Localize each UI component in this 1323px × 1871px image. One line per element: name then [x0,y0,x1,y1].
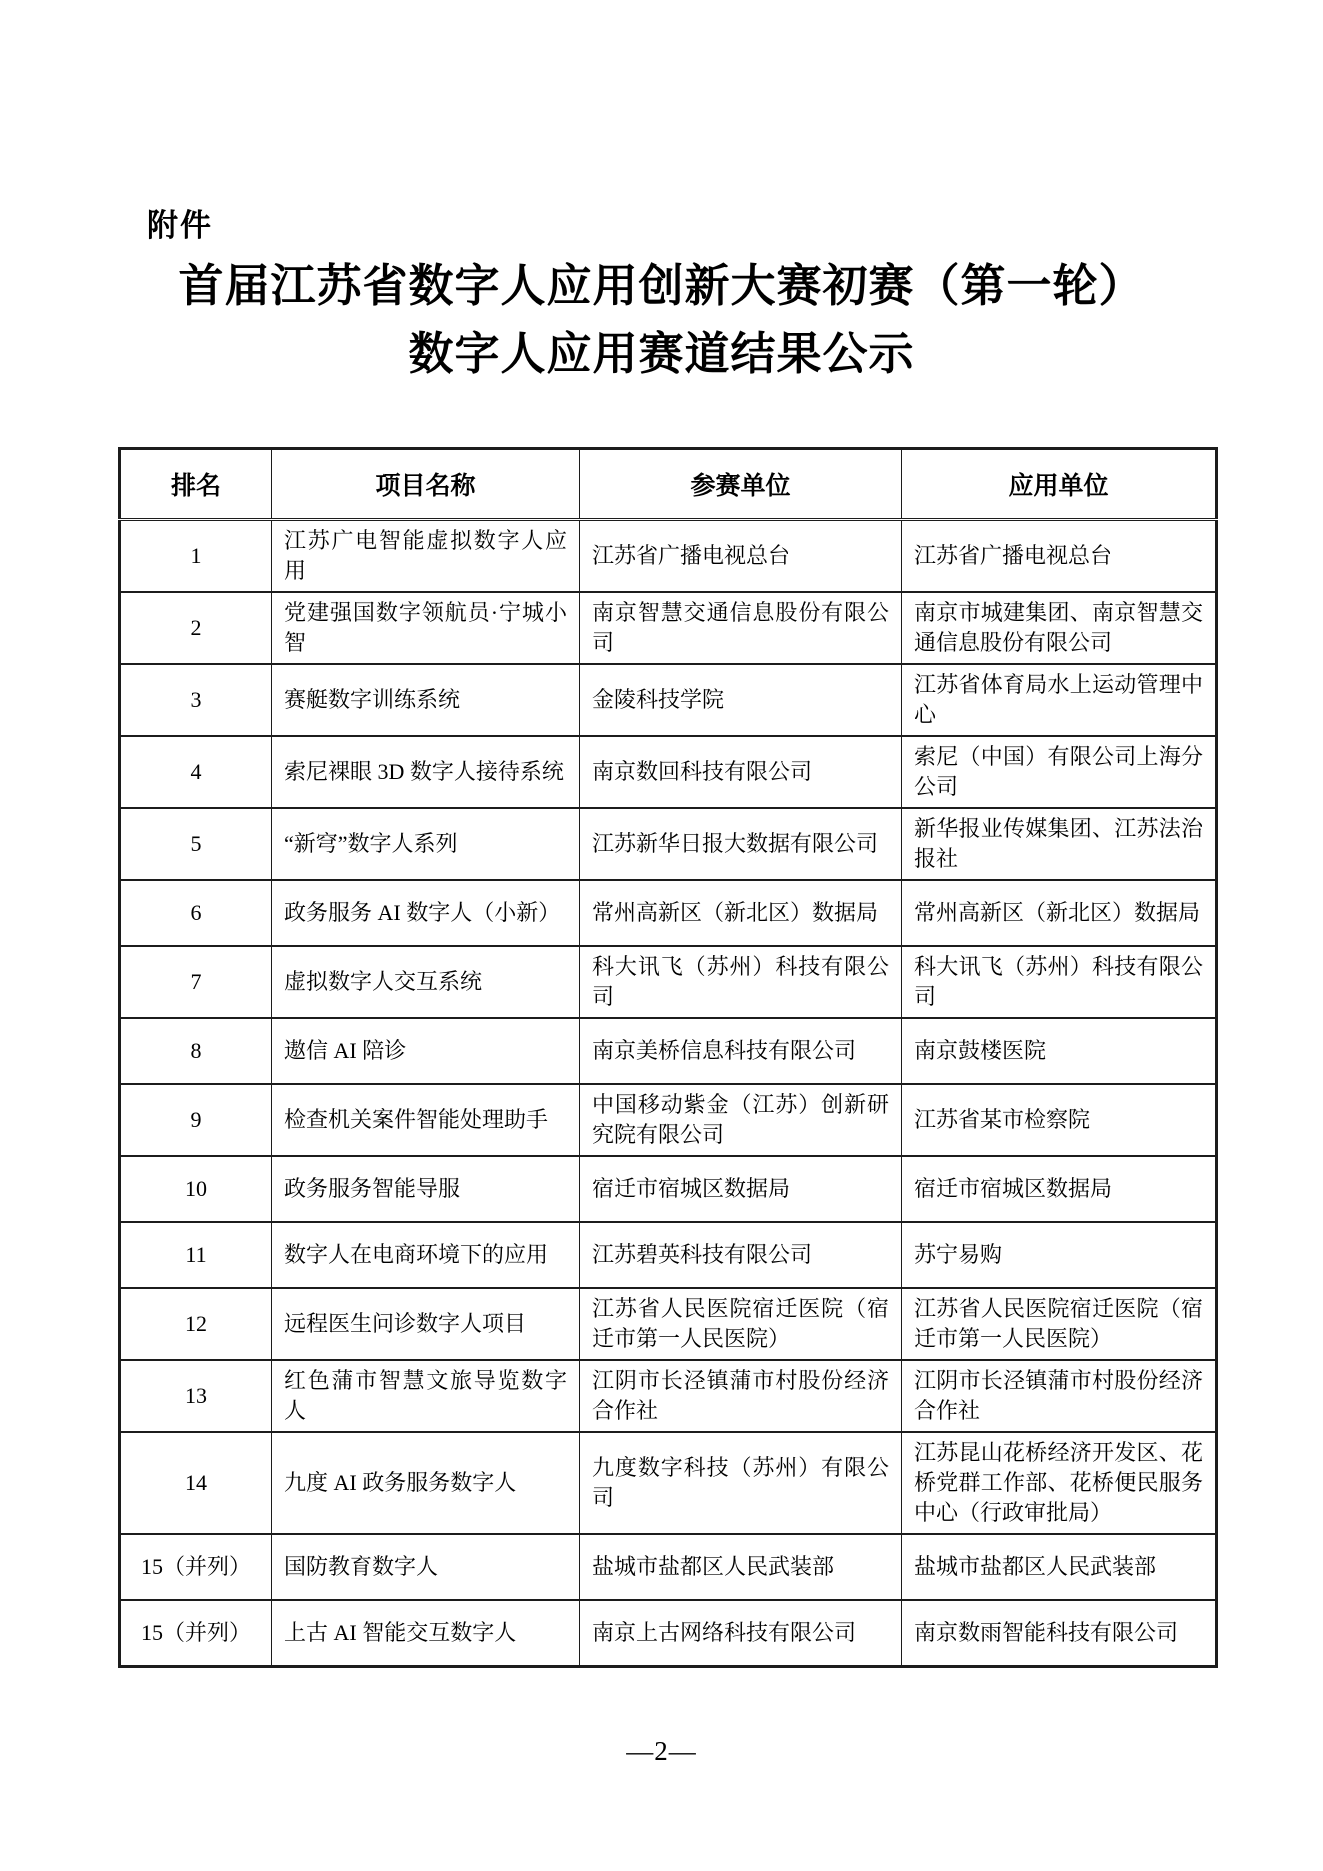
cell-project: 党建强国数字领航员·宁城小智 [272,592,580,664]
cell-project: 赛艇数字训练系统 [272,664,580,736]
cell-rank: 6 [120,880,272,946]
cell-rank: 8 [120,1018,272,1084]
cell-participant: 江苏新华日报大数据有限公司 [580,808,902,880]
cell-participant: 江苏省广播电视总台 [580,520,902,593]
cell-project: 红色蒲市智慧文旅导览数字人 [272,1360,580,1432]
cell-rank: 11 [120,1222,272,1288]
cell-rank: 7 [120,946,272,1018]
table-row [120,520,1217,593]
cell-participant: 中国移动紫金（江苏）创新研究院有限公司 [580,1084,902,1156]
cell-application: 江苏省人民医院宿迁医院（宿迁市第一人民医院） [902,1288,1217,1360]
cell-participant: 科大讯飞（苏州）科技有限公司 [580,946,902,1018]
table-row [120,1018,1217,1084]
cell-application: 江阴市长泾镇蒲市村股份经济合作社 [902,1360,1217,1432]
cell-rank: 2 [120,592,272,664]
results-table-container [118,447,1215,1668]
cell-rank: 5 [120,808,272,880]
results-table [118,447,1218,1668]
cell-participant: 九度数字科技（苏州）有限公司 [580,1432,902,1534]
cell-project: 数字人在电商环境下的应用 [272,1222,580,1288]
attachment-label: 附件 [147,208,213,243]
cell-participant: 宿迁市宿城区数据局 [580,1156,902,1222]
cell-rank: 14 [120,1432,272,1534]
table-row [120,1288,1217,1360]
cell-application: 宿迁市宿城区数据局 [902,1156,1217,1222]
cell-rank: 9 [120,1084,272,1156]
table-row [120,1432,1217,1534]
table-row [120,1360,1217,1432]
cell-participant: 盐城市盐都区人民武装部 [580,1534,902,1600]
table-row [120,664,1217,736]
cell-application: 南京数雨智能科技有限公司 [902,1600,1217,1666]
cell-project: 江苏广电智能虚拟数字人应用 [272,520,580,593]
table-row [120,1156,1217,1222]
header-row [120,449,1217,520]
cell-rank: 3 [120,664,272,736]
cell-participant: 南京智慧交通信息股份有限公司 [580,592,902,664]
document-title-line2: 数字人应用赛道结果公示 [408,329,915,379]
table-row [120,592,1217,664]
cell-project: 国防教育数字人 [272,1534,580,1600]
table-row [120,1534,1217,1600]
cell-project: 九度 AI 政务服务数字人 [272,1432,580,1534]
table-row [120,946,1217,1018]
table-row [120,1222,1217,1288]
cell-application: 科大讯飞（苏州）科技有限公司 [902,946,1217,1018]
column-header-participant: 参赛单位 [580,449,902,520]
cell-application: 南京鼓楼医院 [902,1018,1217,1084]
document-title-line1: 首届江苏省数字人应用创新大赛初赛（第一轮） [178,261,1145,311]
cell-project: 政务服务智能导服 [272,1156,580,1222]
cell-application: 江苏省某市检察院 [902,1084,1217,1156]
cell-rank: 10 [120,1156,272,1222]
cell-project: 上古 AI 智能交互数字人 [272,1600,580,1666]
table-row [120,736,1217,808]
page-number: —2— [626,1736,697,1766]
cell-participant: 常州高新区（新北区）数据局 [580,880,902,946]
cell-participant: 江苏碧英科技有限公司 [580,1222,902,1288]
cell-application: 索尼（中国）有限公司上海分公司 [902,736,1217,808]
column-header-application: 应用单位 [902,449,1217,520]
table-row [120,808,1217,880]
cell-application: 江苏省广播电视总台 [902,520,1217,593]
cell-application: 苏宁易购 [902,1222,1217,1288]
table-row [120,1084,1217,1156]
results-table-body [120,520,1217,1667]
table-row [120,880,1217,946]
document-title [0,252,1323,388]
column-header-rank: 排名 [120,449,272,520]
cell-rank: 13 [120,1360,272,1432]
cell-participant: 南京上古网络科技有限公司 [580,1600,902,1666]
results-table-header [120,449,1217,520]
cell-participant: 南京美桥信息科技有限公司 [580,1018,902,1084]
cell-application: 江苏昆山花桥经济开发区、花桥党群工作部、花桥便民服务中心（行政审批局） [902,1432,1217,1534]
cell-project: 检查机关案件智能处理助手 [272,1084,580,1156]
cell-participant: 江苏省人民医院宿迁医院（宿迁市第一人民医院） [580,1288,902,1360]
cell-application: 南京市城建集团、南京智慧交通信息股份有限公司 [902,592,1217,664]
cell-rank: 15（并列） [120,1534,272,1600]
column-header-project: 项目名称 [272,449,580,520]
cell-project: 遨信 AI 陪诊 [272,1018,580,1084]
cell-application: 盐城市盐都区人民武装部 [902,1534,1217,1600]
cell-rank: 15（并列） [120,1600,272,1666]
cell-rank: 4 [120,736,272,808]
table-row [120,1600,1217,1666]
cell-application: 常州高新区（新北区）数据局 [902,880,1217,946]
cell-project: 虚拟数字人交互系统 [272,946,580,1018]
cell-project: “新穹”数字人系列 [272,808,580,880]
cell-participant: 金陵科技学院 [580,664,902,736]
cell-project: 索尼裸眼 3D 数字人接待系统 [272,736,580,808]
cell-participant: 江阴市长泾镇蒲市村股份经济合作社 [580,1360,902,1432]
cell-participant: 南京数回科技有限公司 [580,736,902,808]
cell-project: 远程医生问诊数字人项目 [272,1288,580,1360]
cell-application: 新华报业传媒集团、江苏法治报社 [902,808,1217,880]
cell-rank: 1 [120,520,272,593]
cell-project: 政务服务 AI 数字人（小新） [272,880,580,946]
cell-rank: 12 [120,1288,272,1360]
cell-application: 江苏省体育局水上运动管理中心 [902,664,1217,736]
